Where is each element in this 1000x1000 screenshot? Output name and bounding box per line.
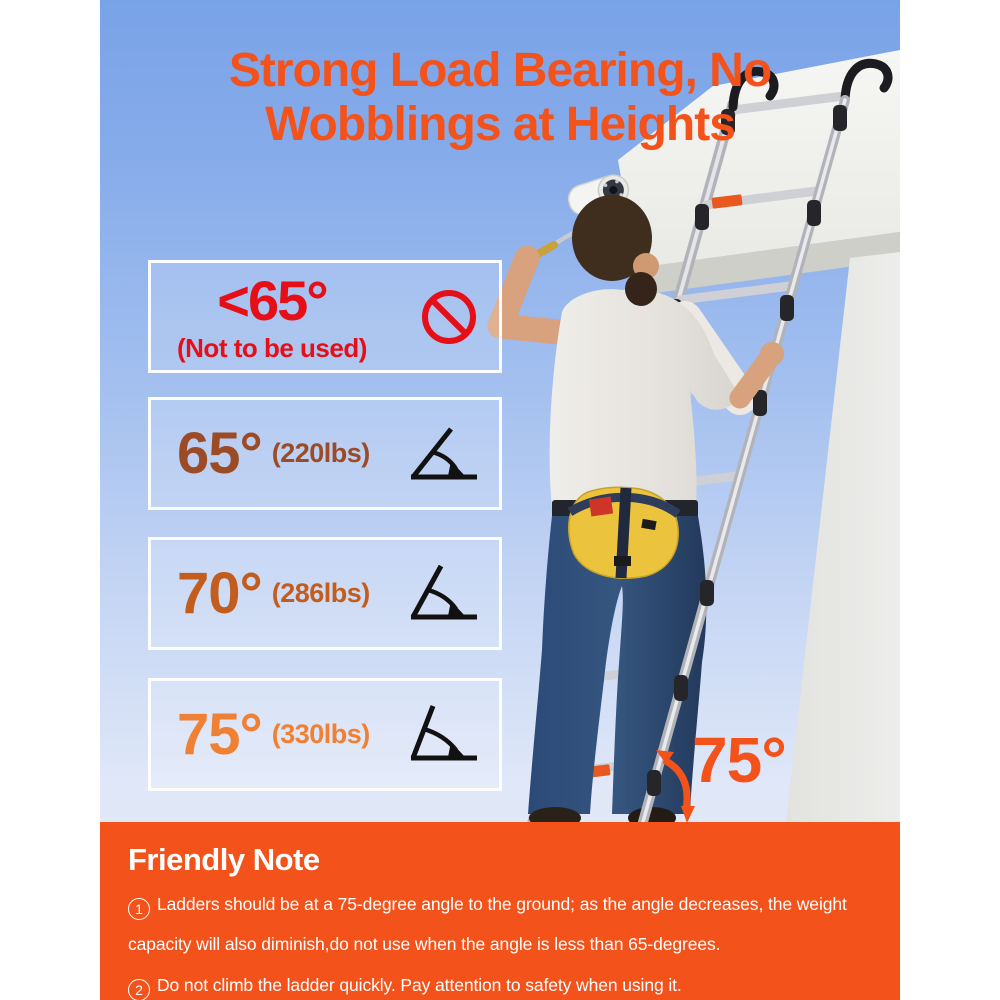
title-line-1: Strong Load Bearing, No [228,44,772,97]
capacity-70: (286lbs) [271,578,370,608]
beard [625,272,657,306]
circled-number-1: 1 [128,898,150,920]
spec-box-prohibited [148,260,502,373]
building-wall [786,252,900,822]
friendly-note-heading: Friendly Note [128,842,320,877]
prohibited-note: (Not to be used) [177,332,367,363]
capacity-65: (220lbs) [271,438,370,468]
prohibition-icon [419,287,479,347]
note-text-1: Ladders should be at a 75-degree angle to the ground; as the angle decreases, the weight capacity will also diminish,do not use when the angle is less than 65-degrees. [128,894,847,955]
angle-value-65: 65° [177,420,262,486]
angle-arc-arrow-icon [648,748,718,824]
angle-70-icon [407,563,479,625]
angle-value-70: 70° [177,560,262,626]
raised-arm [500,246,558,332]
spec-box-75 [148,678,502,791]
angle-value-75: 75° [177,701,262,767]
capacity-75: (330lbs) [271,719,370,749]
note-text-2: Do not climb the ladder quickly. Pay attention to safety when using it. [157,974,682,995]
note-item-2 [128,965,866,1000]
friendly-note-panel [100,822,900,1000]
angle-65-icon [407,423,479,485]
ladder-angle-callout: 75° [692,724,786,796]
waist-bag [569,487,678,578]
spec-box-70 [148,537,502,650]
circled-number-2: 2 [128,979,150,1000]
title-line-2: Wobblings at Heights [265,98,735,152]
spec-box-65 [148,397,502,510]
photo-area [100,0,900,1000]
prohibited-text [177,268,367,363]
prohibited-angle-value: <65° [217,268,327,332]
note-item-1 [128,884,866,965]
page-title [100,44,900,152]
angle-75-icon [407,704,479,766]
